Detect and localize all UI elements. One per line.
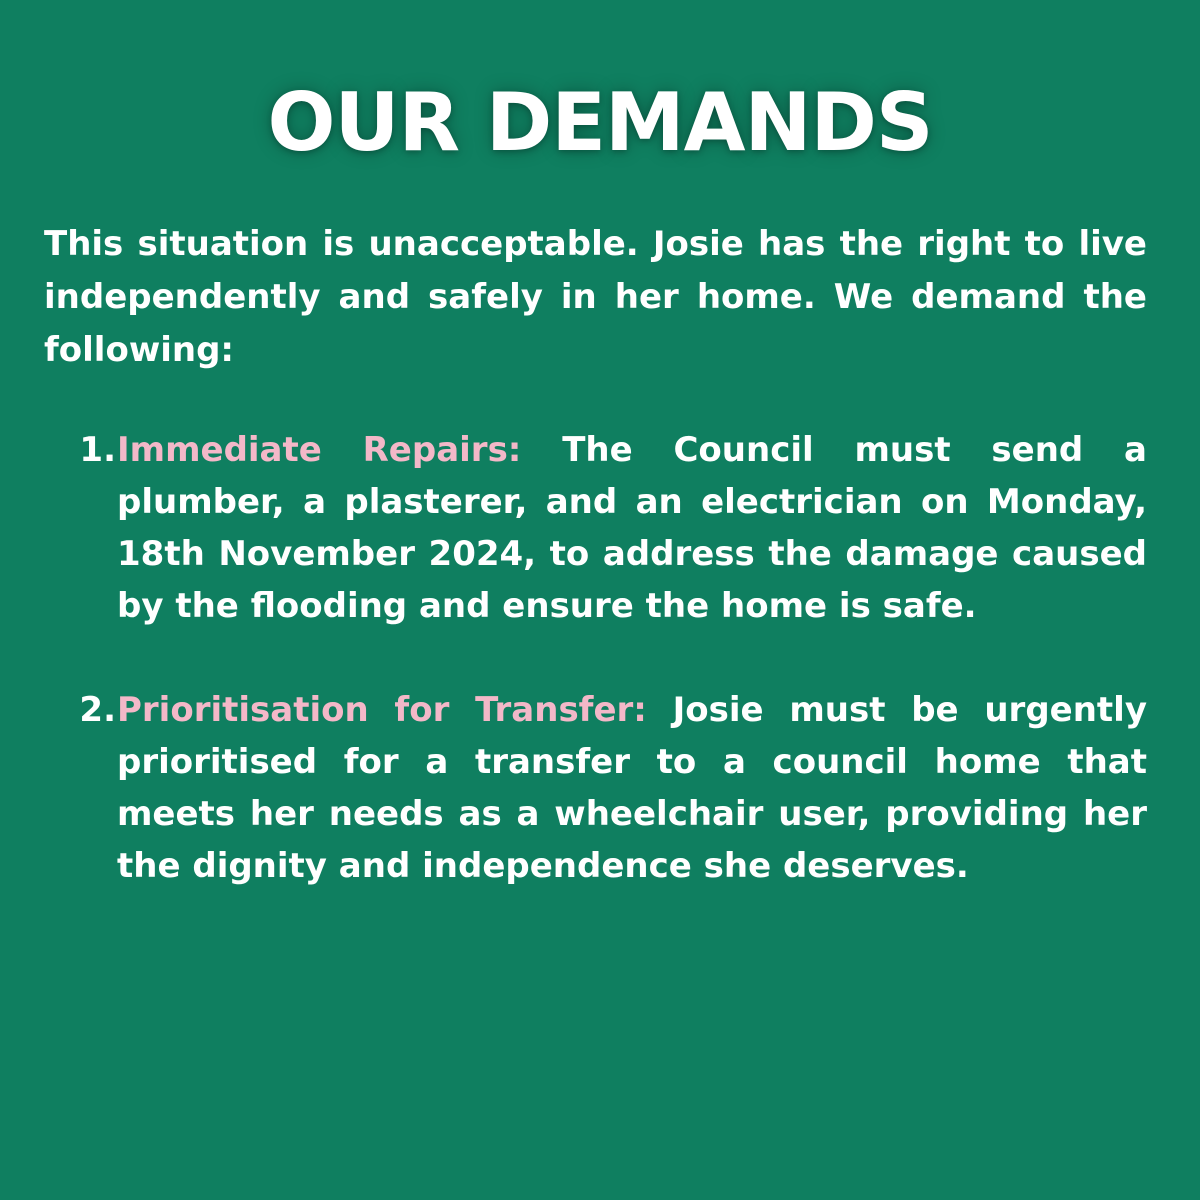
list-item-text: Josie must be urgently prioritised for a transfer to a council home that meets her needs as a wheelchair user, providing her the dignity and independence she deserves. [117,690,1147,886]
list-item-body [117,424,1147,632]
list-item-number: 1. [79,430,116,470]
list-item-number: 2. [79,690,116,730]
list-item-heading: Prioritisation for Transfer: [117,690,647,730]
page-title: OUR DEMANDS [267,76,933,169]
intro-paragraph: This situation is unacceptable. Josie has the right to live independently and safely in her home. We demand the following: [44,224,1147,370]
list-item-heading: Immediate Repairs: [117,430,522,470]
list-item-body [117,684,1147,892]
list-item-text: The Council must send a plumber, a plasterer, and an electrician on Monday, 18th November 2024, to address the damage caused by the flooding and ensure the home is safe. [117,430,1147,626]
